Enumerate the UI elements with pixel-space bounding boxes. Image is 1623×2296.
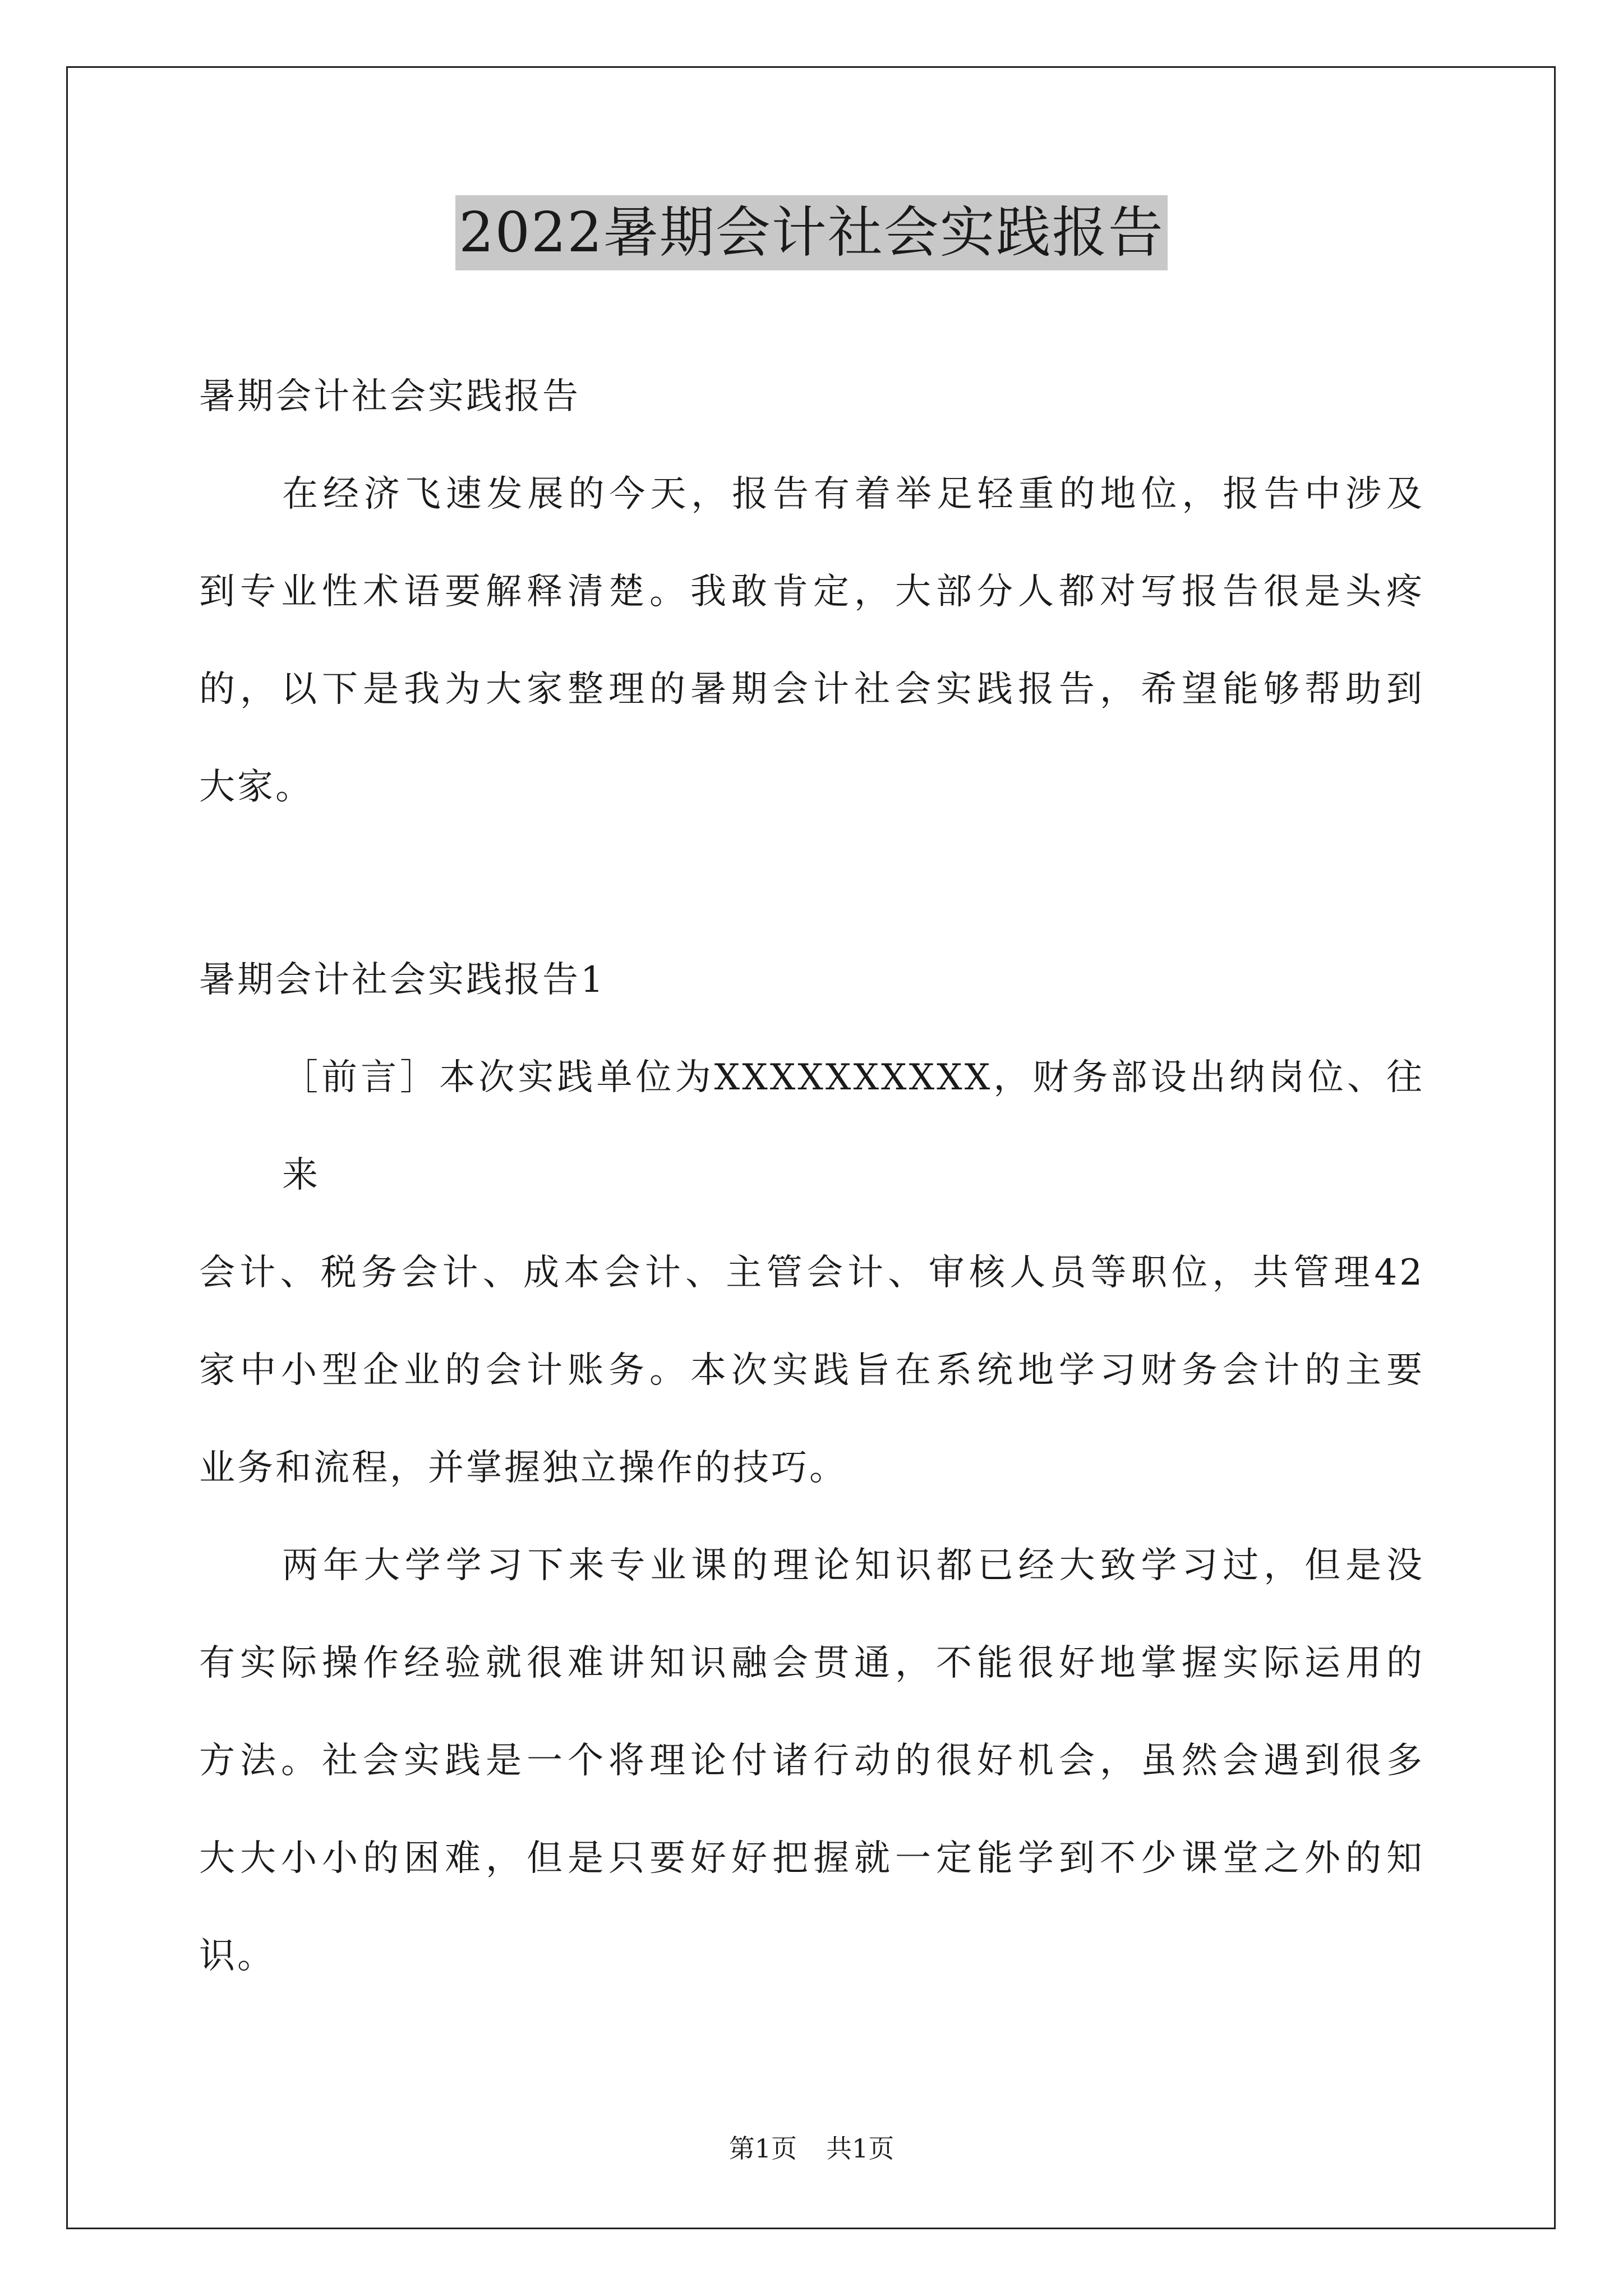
section-heading: 暑期会计社会实践报告1 [199,959,606,1001]
paragraph-line: 到专业性术语要解释清楚。我敢肯定，大部分人都对写报告很是头疼 [199,571,1424,613]
paragraph-line: 家中小型企业的会计账务。本次实践旨在系统地学习财务会计的主要 [199,1350,1424,1391]
paragraph-line: 方法。社会实践是一个将理论付诸行动的很好机会，虽然会遇到很多 [199,1740,1424,1782]
document-subtitle: 暑期会计社会实践报告 [199,376,580,417]
study-paragraph [199,1517,1424,2005]
intro-paragraph [199,445,1424,836]
paragraph-line: ［前言］本次实践单位为XXXXXXXXXX，财务部设出纳岗位、往来 [282,1057,1424,1196]
paragraph-line: 两年大学学习下来专业课的理论知识都已经大致学习过，但是没 [282,1545,1424,1586]
page-total: 共1页 [826,2133,895,2164]
paragraph-line: 大家。 [199,766,313,808]
paragraph-line: 大大小小的困难，但是只要好好把握就一定能学到不少课堂之外的知 [199,1838,1424,1879]
paragraph-line: 业务和流程，并掌握独立操作的技巧。 [199,1447,847,1489]
preface-paragraph [199,1029,1424,1517]
paragraph-line: 会计、税务会计、成本会计、主管会计、审核人员等职位，共管理42 [199,1252,1424,1294]
paragraph-line: 识。 [199,1935,275,1977]
document-body [199,348,1424,2005]
page-number: 第1页 [728,2133,797,2164]
paragraph-line: 在经济飞速发展的今天，报告有着举足轻重的地位，报告中涉及 [282,473,1424,515]
paragraph-line: 有实际操作经验就很难讲知识融会贯通，不能很好地掌握实际运用的 [199,1642,1424,1684]
document-title: 2022暑期会计社会实践报告 [455,195,1167,270]
paragraph-line: 的，以下是我为大家整理的暑期会计社会实践报告，希望能够帮助到 [199,669,1424,710]
section-gap [199,836,1424,931]
title-container [0,195,1623,270]
page-footer [0,2132,1623,2165]
